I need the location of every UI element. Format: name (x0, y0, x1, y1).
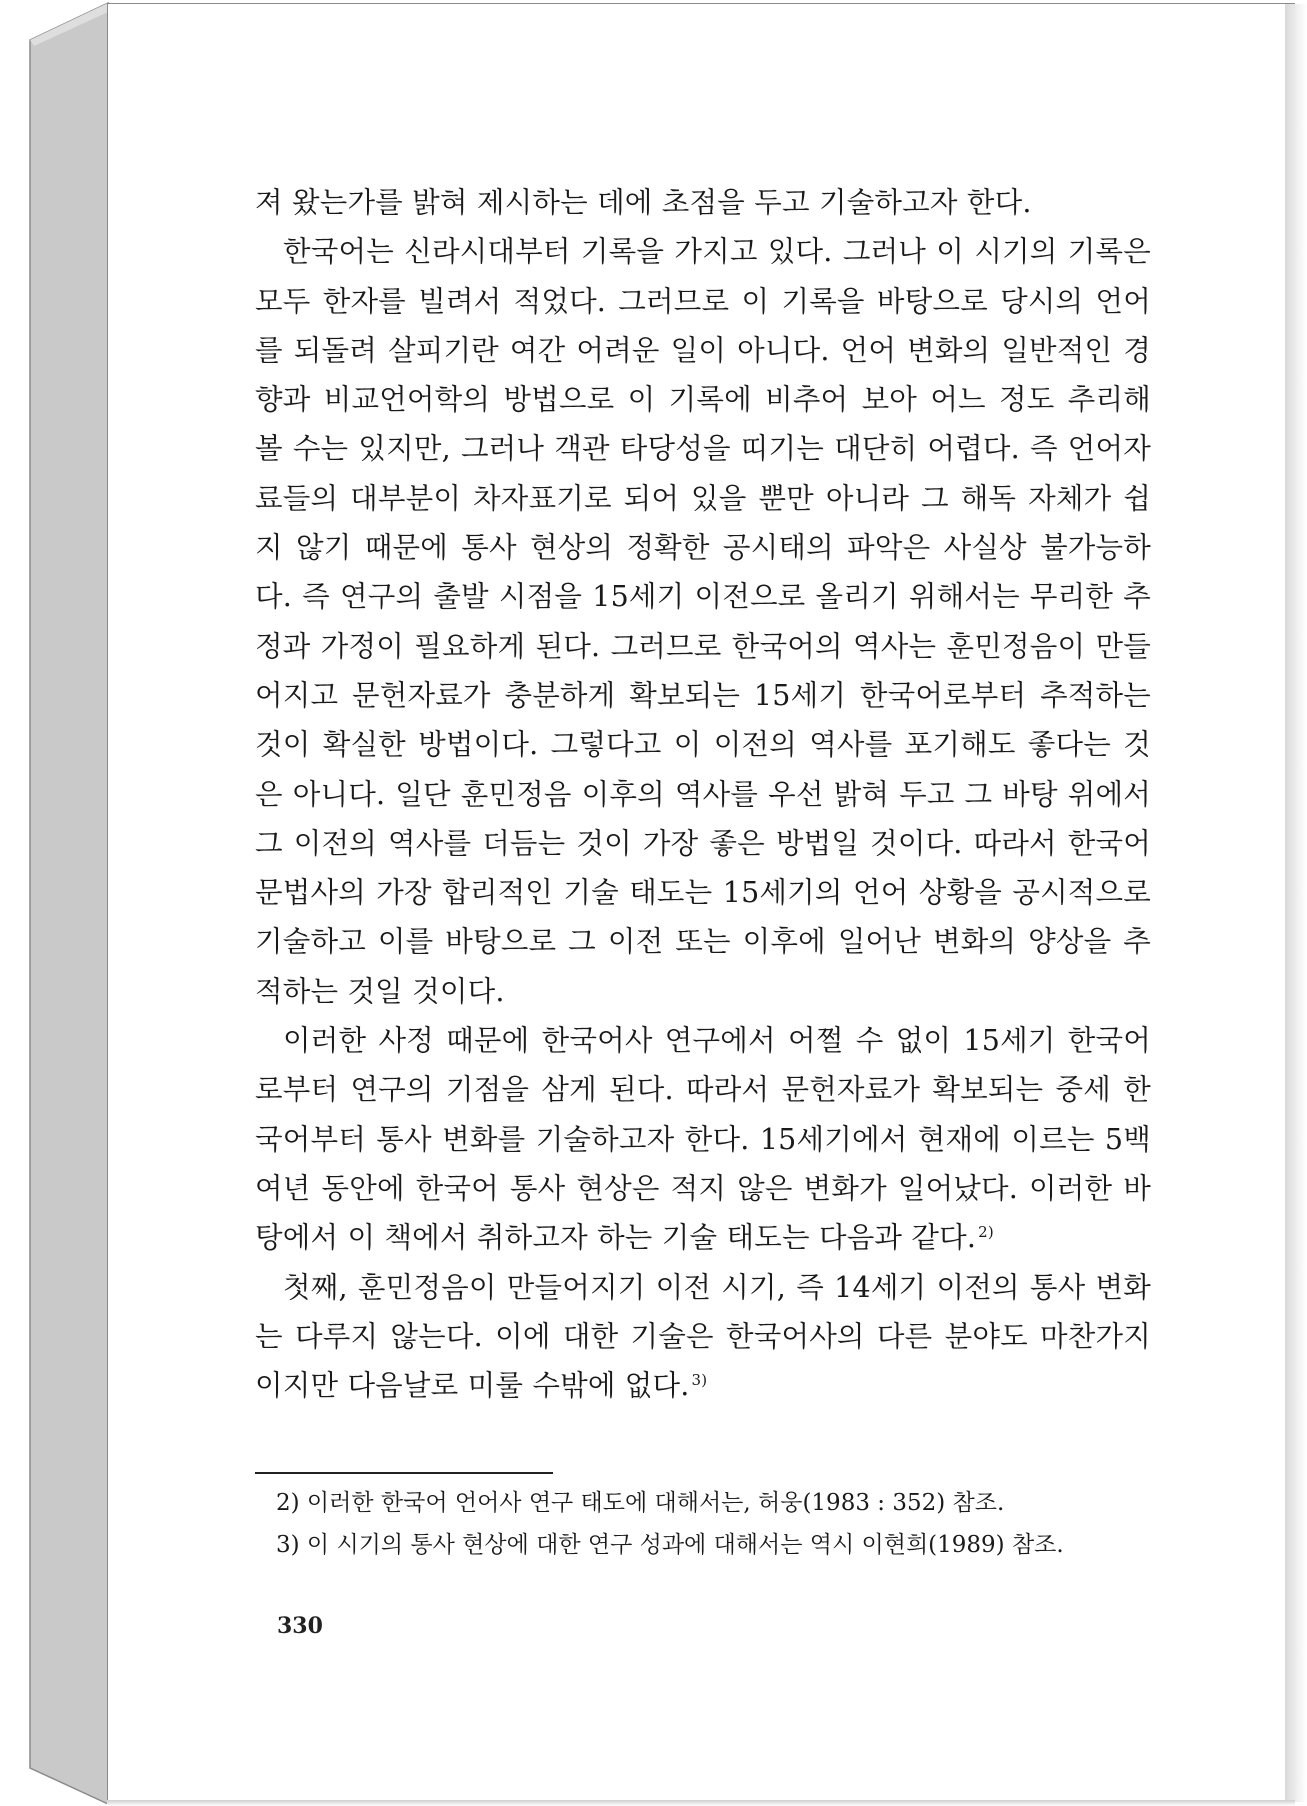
paragraph-1: 져 왔는가를 밝혀 제시하는 데에 초점을 두고 기술하고자 한다. (255, 186, 1032, 219)
page-edge-shadow (1285, 4, 1307, 1802)
footnote-ref-3[interactable]: 3) (691, 1371, 708, 1390)
footnote-2: 2) 이러한 한국어 언어사 연구 태도에 대해서는, 허웅(1983 : 352) 참조. (276, 1490, 1005, 1516)
paragraph-3-text: 이러한 사정 때문에 한국어사 연구에서 어쩔 수 없이 15세기 한국어로부터 연구의 기점을 삼게 된다. 따라서 문헌자료가 확보되는 중세 한국어부터 통사 변화를 기술하고자 한다. 15세기에서 현재에 이르는 5백여년 동안에 한국어 통사 현상은 적지 않은 변화가 일어났다. 이러한 바탕에서 이 책에서 취하고자 하는 기술 태도는 다음과 같다. (255, 1024, 1151, 1255)
footnote-divider (255, 1472, 553, 1474)
footnote-ref-2[interactable]: 2) (978, 1223, 994, 1242)
book-spine (0, 0, 110, 1806)
body-text (255, 178, 1151, 1410)
page-bottom-shadow (107, 1800, 1295, 1806)
paragraph-2: 한국어는 신라시대부터 기록을 가지고 있다. 그러나 이 시기의 기록은 모두 한자를 빌려서 적었다. 그러므로 이 기록을 바탕으로 당시의 언어를 되돌려 살피기란 여간 어려운 일이 아니다. 언어 변화의 일반적인 경향과 비교언어학의 방법으로 이 기록에 비추어 보아 어느 정도 추리해 볼 수는 있지만, 그러나 객관 타당성을 띠기는 대단히 어렵다. 즉 언어자료들의 대부분이 차자표기로 되어 있을 뿐만 아니라 그 해독 자체가 쉽지 않기 때문에 통사 현상의 정확한 공시태의 파악은 사실상 불가능하다. 즉 연구의 출발 시점을 15세기 이전으로 올리기 위해서는 무리한 추정과 가정이 필요하게 된다. 그러므로 한국어의 역사는 훈민정음이 만들어지고 문헌자료가 충분하게 확보되는 15세기 한국어로부터 추적하는 것이 확실한 방법이다. 그렇다고 이 이전의 역사를 포기해도 좋다는 것은 아니다. 일단 훈민정음 이후의 역사를 우선 밝혀 두고 그 바탕 위에서 그 이전의 역사를 더듬는 것이 가장 좋은 방법일 것이다. 따라서 한국어 문법사의 가장 합리적인 기술 태도는 15세기의 언어 상황을 공시적으로 기술하고 이를 바탕으로 그 이전 또는 이후에 일어난 변화의 양상을 추적하는 것일 것이다. (255, 235, 1151, 1008)
footnote-3: 3) 이 시기의 통사 현상에 대한 연구 성과에 대해서는 역시 이현희(1989) 참조. (276, 1532, 1064, 1558)
paragraph-4 (255, 1263, 1151, 1411)
paragraph-3 (255, 1016, 1151, 1262)
page-number: 330 (277, 1613, 323, 1639)
footnotes (276, 1482, 1156, 1566)
paragraph-4-text: 첫째, 훈민정음이 만들어지기 이전 시기, 즉 14세기 이전의 통사 변화는 다루지 않는다. 이에 대한 기술은 한국어사의 다른 분야도 마찬가지이지만 다음날로 미룰 수밖에 없다. (255, 1270, 1151, 1403)
